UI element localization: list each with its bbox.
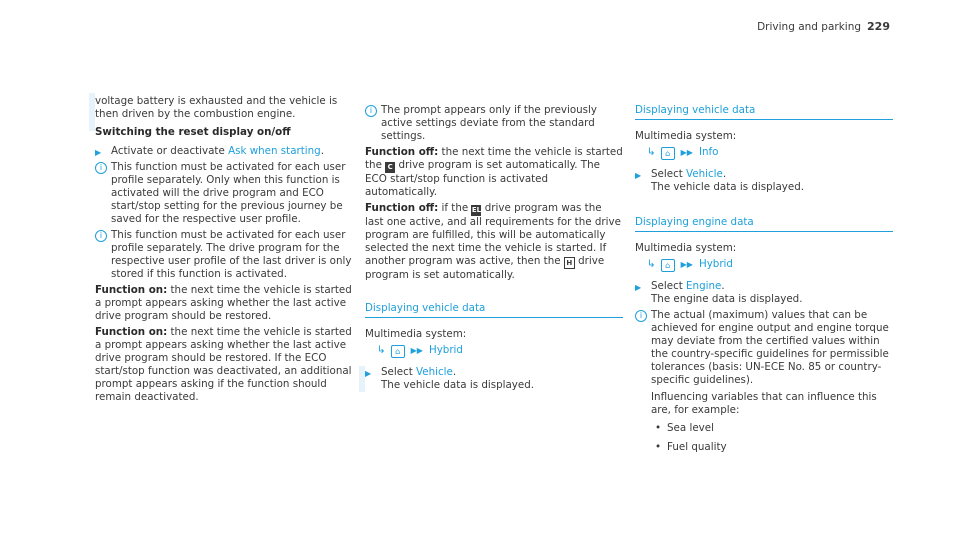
path-arrow-icon: ↳	[647, 258, 656, 270]
info-icon: i	[95, 162, 107, 174]
list-item: • Fuel quality	[651, 441, 893, 454]
section-heading: Displaying vehicle data	[365, 302, 623, 318]
note: i The prompt appears only if the previously active settings deviate from the standard settings.	[365, 104, 623, 143]
menu-path	[635, 258, 893, 272]
double-chevron-icon: ▶▶	[680, 260, 693, 269]
menu-link-vehicle: Vehicle	[416, 366, 453, 378]
path-arrow-icon: ↳	[647, 146, 656, 158]
info-icon: i	[365, 105, 377, 117]
comfort-mode-icon: C	[385, 162, 395, 173]
path-item: Hybrid	[428, 344, 463, 356]
section-heading: Displaying engine data	[635, 216, 893, 232]
double-chevron-icon: ▶▶	[680, 148, 693, 157]
multimedia-label: Multimedia system:	[365, 328, 467, 340]
multimedia-label: Multimedia system:	[635, 242, 737, 254]
step: ▶ Activate or deactivate Ask when starting.	[95, 145, 324, 157]
step-arrow-icon: ▶	[635, 283, 642, 292]
info-icon: i	[635, 310, 647, 322]
info-icon: i	[95, 230, 107, 242]
multimedia-label: Multimedia system:	[635, 130, 737, 142]
menu-link-engine: Engine	[686, 280, 722, 292]
column-2	[365, 104, 623, 392]
step-arrow-icon: ▶	[635, 171, 642, 180]
column-1	[95, 95, 353, 404]
step-arrow-icon: ▶	[95, 148, 102, 157]
home-icon: ⌂	[391, 345, 405, 358]
page-number: 229	[867, 20, 890, 33]
electric-mode-icon: EL	[471, 206, 482, 214]
list-item: • Sea level	[651, 422, 893, 435]
path-item: Hybrid	[698, 258, 733, 270]
function-off-paragraph: Function off: if the EL drive program was the last one active, and all requirements for the drive program are fulfilled, this will be automatically selected the next time the vehicle is started. If another program was active, then the H drive program is set automatically.	[365, 202, 621, 281]
path-arrow-icon: ↳	[377, 344, 386, 356]
note: i The actual (maximum) values that can be achieved for engine output and engine torque may deviate from the certified values within the country-specific guidelines for permissible tolerances (basis: UN-ECE No. 85 or country-specific guidelines). Influencing variables that can influence this are, for example: • Sea level • Fuel quality	[635, 309, 893, 454]
menu-link-vehicle: Vehicle	[686, 168, 723, 180]
step-result: The vehicle data is displayed.	[381, 379, 535, 391]
menu-path	[635, 146, 893, 160]
menu-path	[365, 344, 623, 358]
path-item: Info	[698, 146, 719, 158]
step-arrow-icon: ▶	[365, 369, 372, 378]
function-on-paragraph: Function on: the next time the vehicle is started a prompt appears asking whether the last active drive program should be restored.	[95, 284, 352, 322]
double-chevron-icon: ▶▶	[410, 346, 423, 355]
home-icon: ⌂	[661, 259, 675, 272]
note: i This function must be activated for each user profile separately. The drive program for the respective user profile of the last driver is only stored if this function is activated.	[95, 229, 353, 281]
menu-link-ask-when-starting: Ask when starting	[228, 145, 321, 157]
note: i This function must be activated for each user profile separately. Only when this function is activated will the drive program and ECO start/stop setting for the previous journey be saved for the respective user profile.	[95, 161, 353, 226]
bullet-list	[651, 422, 893, 454]
subheading: Switching the reset display on/off	[95, 126, 291, 138]
step-result: The engine data is displayed.	[651, 293, 803, 305]
intro-text: voltage battery is exhausted and the vehicle is then driven by the combustion engine.	[95, 95, 338, 120]
step: ▶ Select Vehicle. The vehicle data is displayed.	[635, 168, 893, 194]
column-3	[635, 104, 893, 460]
influence-text: Influencing variables that can influence this are, for example:	[651, 391, 877, 416]
function-off-paragraph: Function off: the next time the vehicle is started the C drive program is set automatically. The ECO start/stop function is activated automatically.	[365, 146, 623, 198]
page-header	[757, 20, 890, 34]
section-title: Driving and parking	[757, 21, 862, 33]
function-on-paragraph: Function on: the next time the vehicle is started a prompt appears asking whether the last active drive program should be restored. If the ECO start/stop function was deactivated, an additional prompt appears asking if the function should remain deactivated.	[95, 326, 352, 403]
hybrid-mode-icon: H	[564, 257, 575, 269]
section-heading: Displaying vehicle data	[635, 104, 893, 120]
step-result: The vehicle data is displayed.	[651, 181, 805, 193]
home-icon: ⌂	[661, 147, 675, 160]
step: ▶ Select Vehicle. The vehicle data is displayed.	[365, 366, 623, 392]
step: ▶ Select Engine. The engine data is displayed.	[635, 280, 893, 306]
